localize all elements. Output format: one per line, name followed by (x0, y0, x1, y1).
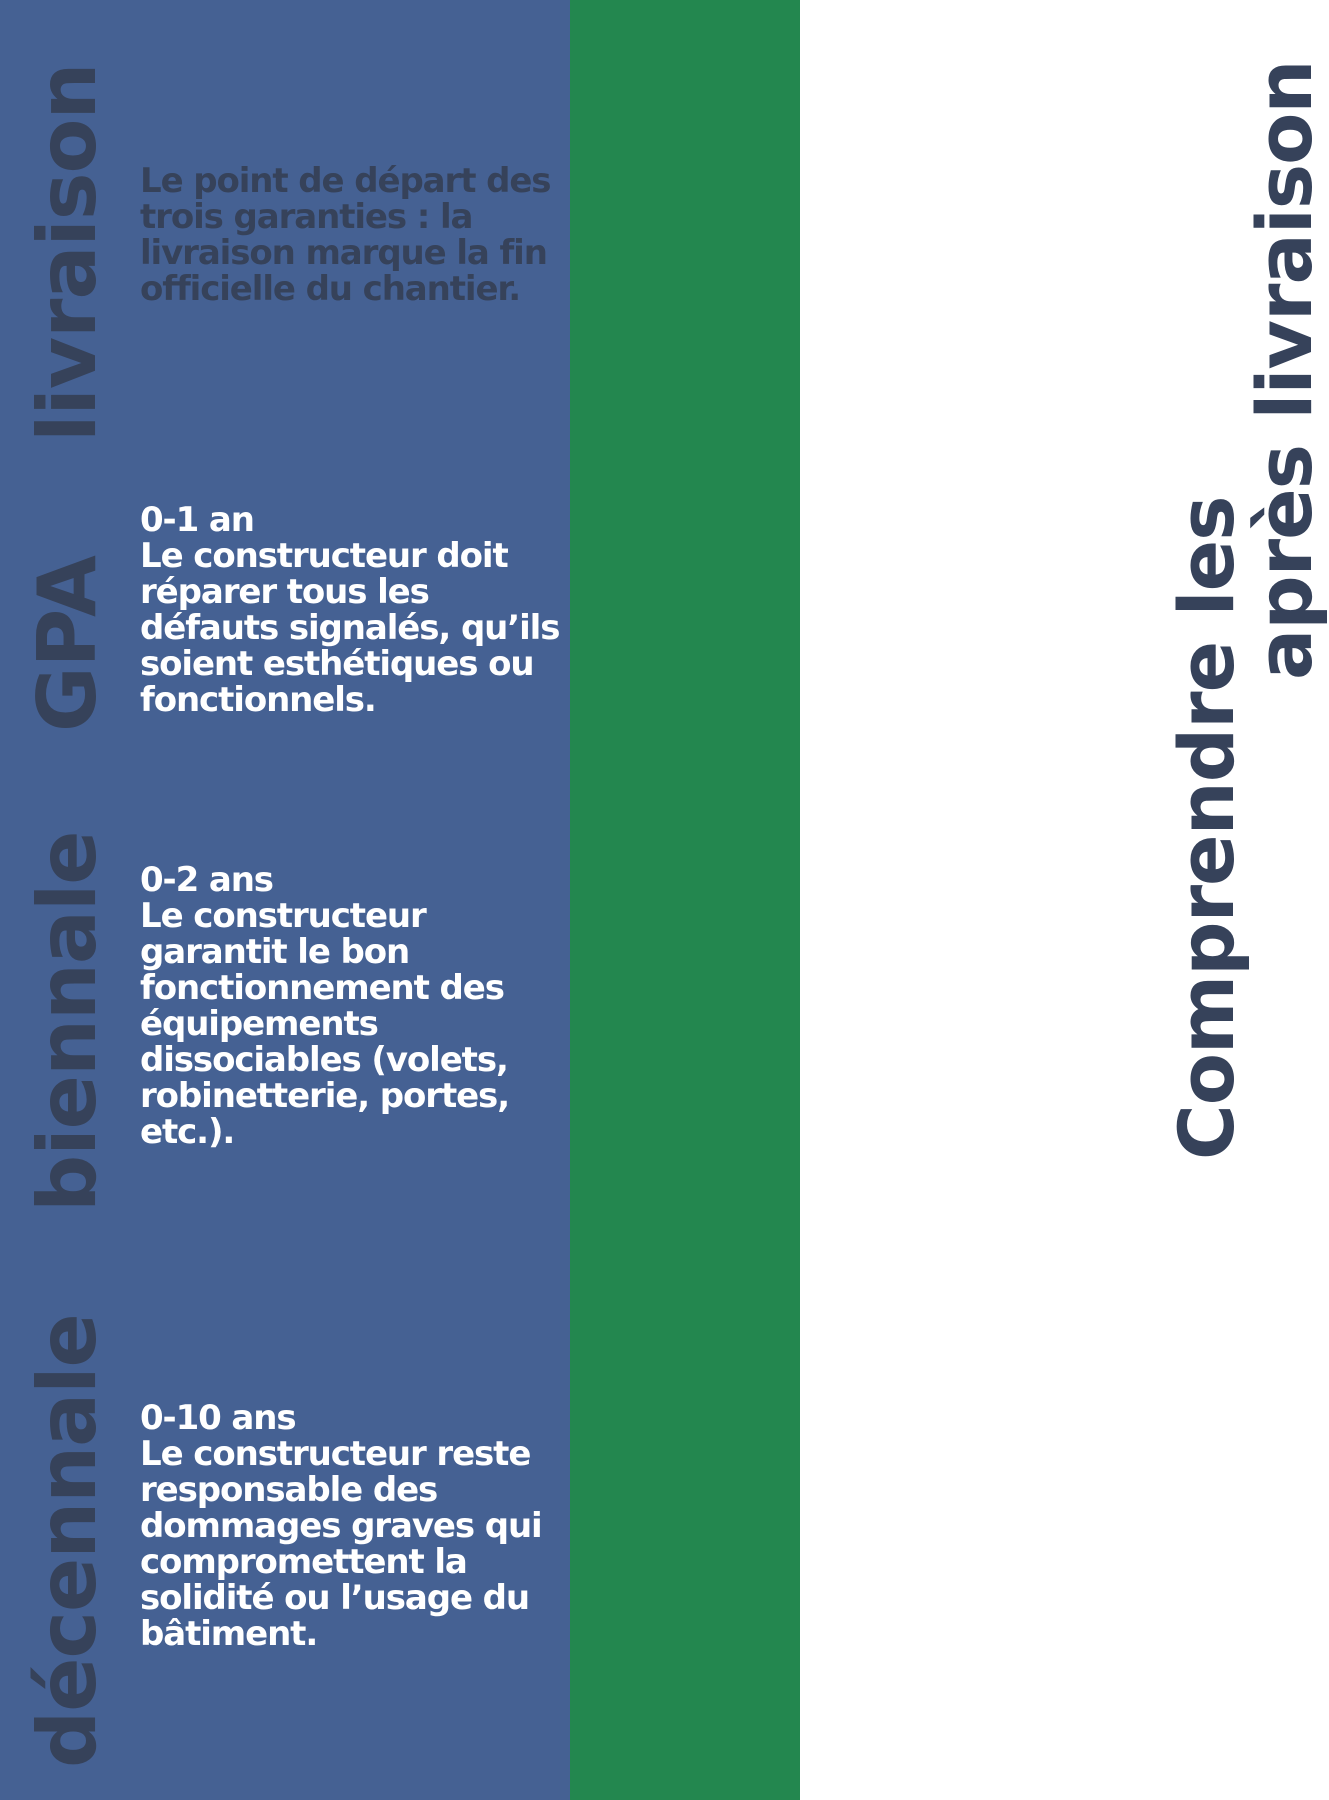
logo-text-bold: Co (1277, 1730, 1323, 1769)
section-description: Le constructeur doit réparer tous les défauts signalés, qu’ils soient esthétiques ou fonctionnels. (140, 536, 560, 720)
leanco-logo-icon (1164, 1735, 1196, 1765)
guarantees-panel (0, 0, 570, 1800)
title-panel (570, 0, 1329, 1800)
title-line-2: après livraison (1240, 60, 1329, 680)
section-text-decennale (140, 1400, 560, 1652)
section-label-decennale: décennale (21, 1314, 114, 1768)
section-description: Le constructeur garantit le bon fonctionnement des équipements dissociables (volets, robinetterie, portes, etc.). (140, 896, 510, 1152)
section-description: Le point de départ des trois garanties : la livraison marque la fin officielle du chantier. (140, 161, 551, 309)
section-period: 0-10 ans (140, 1398, 296, 1438)
page-title (1162, 20, 1329, 1160)
section-description: Le constructeur reste responsable des dommages graves qui compromettent la solidité ou l’usage du bâtiment. (140, 1434, 542, 1654)
section-period: 0-2 ans (140, 860, 273, 900)
title-line-1 (1162, 20, 1251, 1160)
section-label-livraison: livraison (21, 63, 114, 442)
section-text-biennale (140, 862, 560, 1150)
leanco-logo (1164, 1728, 1322, 1772)
section-period: 0-1 an (140, 500, 254, 540)
title-prefix: Comprendre les (1162, 471, 1251, 1160)
logo-wordmark (1202, 1728, 1322, 1772)
logo-text-light: Lean (1202, 1730, 1278, 1769)
section-text-gpa (140, 502, 560, 718)
title-highlight: garanties (1162, 72, 1251, 472)
section-label-gpa: GPA (21, 556, 114, 732)
section-label-biennale: biennale (21, 831, 114, 1212)
section-text-livraison (140, 163, 560, 307)
